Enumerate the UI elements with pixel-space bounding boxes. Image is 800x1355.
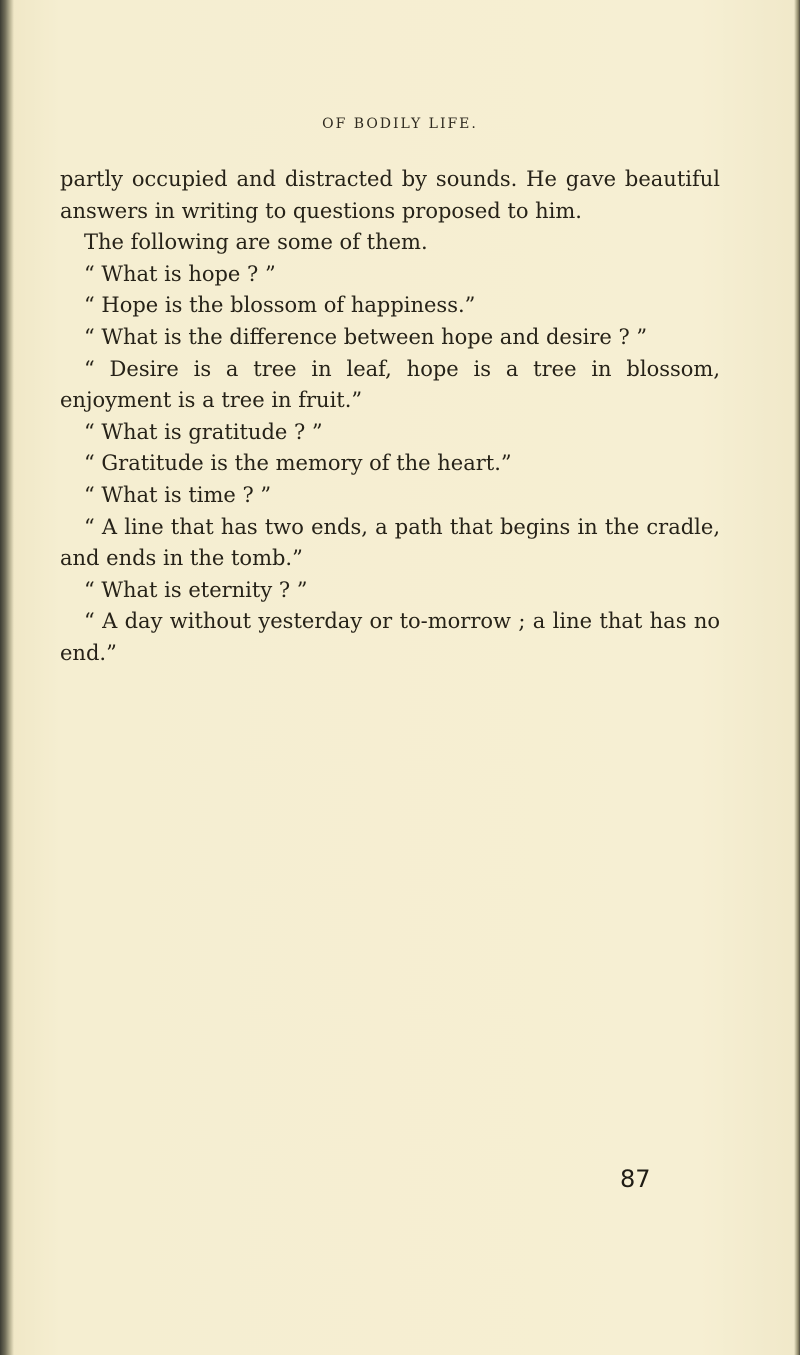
question-time: “ What is time ? ” [84,482,272,507]
paragraph-intro: The following are some of them. [84,230,428,255]
answer-time: “ A line that has two ends, a path that begins in the cradle, and ends in the tomb.” [60,514,720,571]
question-eternity: “ What is eternity ? ” [84,577,308,602]
answer-gratitude: “ Gratitude is the memory of the heart.” [84,451,512,476]
body-text [60,164,720,670]
question-gratitude: “ What is gratitude ? ” [84,419,323,444]
question-difference: “ What is the difference between hope and desire ? ” [84,324,648,349]
answer-hope: “ Hope is the blossom of happiness.” [84,293,476,318]
answer-eternity: “ A day without yesterday or to-morrow ; a line that has no end.” [60,609,720,665]
question-hope: “ What is hope ? ” [84,261,276,286]
page-binding-edge [0,0,14,1355]
answer-difference: “ Desire is a tree in leaf, hope is a tree in blossom, enjoyment is a tree in fruit.” [60,356,720,413]
running-head: OF BODILY LIFE. [322,116,478,132]
page-right-edge [794,0,800,1355]
page-number: 87 [620,1165,651,1193]
paragraph-continuation: partly occupied and distracted by sounds. He gave beautiful answers in writing to questions proposed to him. [60,167,720,223]
